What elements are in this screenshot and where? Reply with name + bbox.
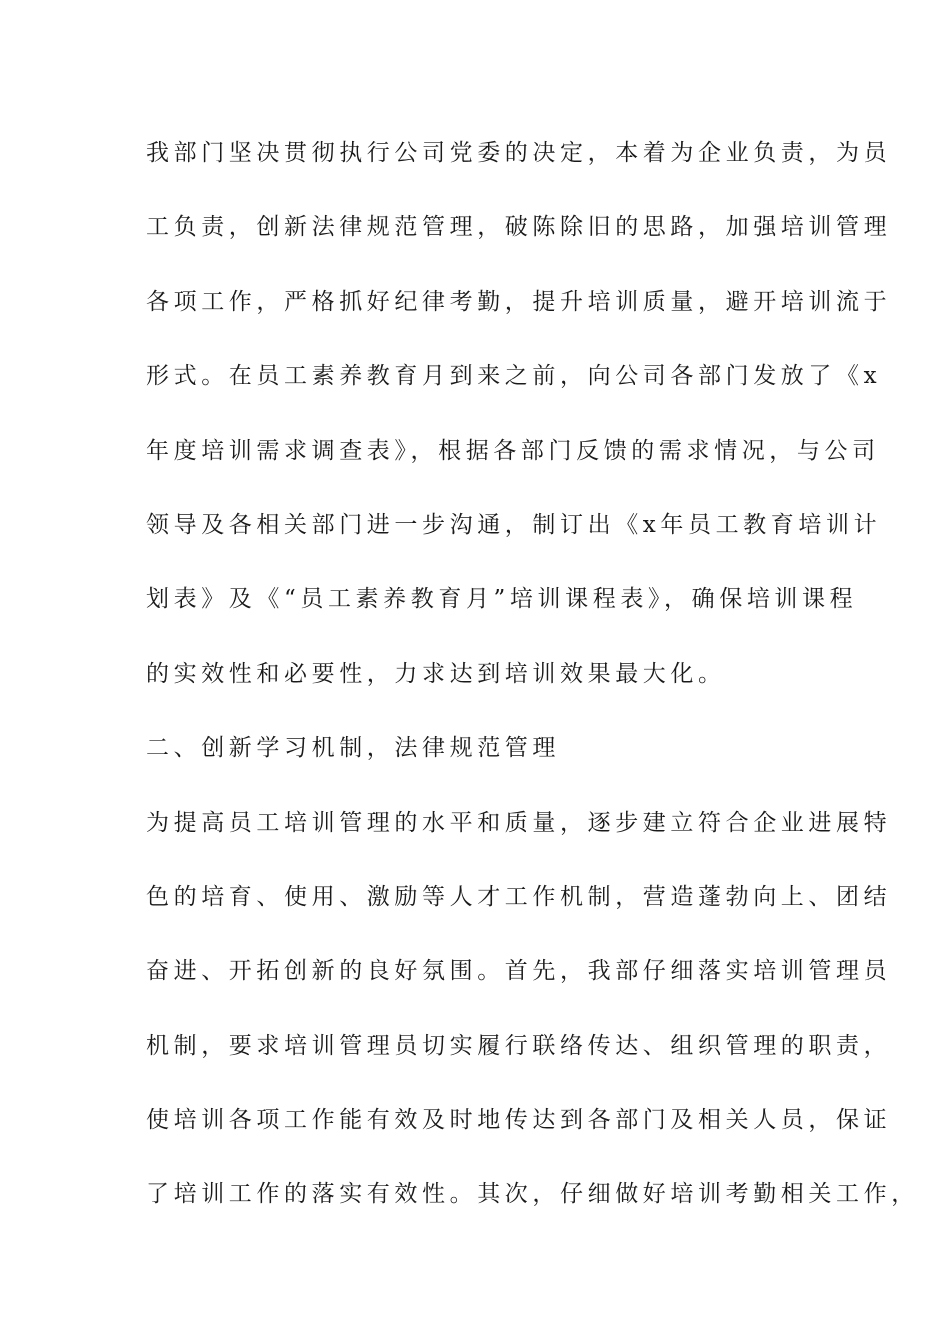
paragraph-line-12: 奋进、开拓创新的良好氛围。首先，我部仔细落实培训管理员 <box>146 958 892 985</box>
paragraph-line-4: 形式。在员工素养教育月到来之前，向公司各部门发放了《x <box>146 363 882 390</box>
paragraph-line-6: 领导及各相关部门进一步沟通，制订出《x年员工教育培训计 <box>146 511 882 538</box>
paragraph-line-13: 机制，要求培训管理员切实履行联络传达、组织管理的职责， <box>146 1032 892 1059</box>
paragraph-line-8: 的实效性和必要性，力求达到培训效果最大化。 <box>146 660 726 687</box>
paragraph-line-2: 工负责，创新法律规范管理，破陈除旧的思路，加强培训管理 <box>146 214 892 241</box>
document-body <box>146 136 919 1252</box>
paragraph-line-15: 了培训工作的落实有效性。其次，仔细做好培训考勤相关工作， <box>146 1181 919 1208</box>
paragraph-line-7: 划表》及《“员工素养教育月”培训课程表》，确保培训课程 <box>146 586 858 613</box>
paragraph-line-3: 各项工作，严格抓好纪律考勤，提升培训质量，避开培训流于 <box>146 288 892 315</box>
section-heading: 二、创新学习机制，法律规范管理 <box>146 735 560 762</box>
paragraph-line-5: 年度培训需求调查表》，根据各部门反馈的需求情况，与公司 <box>146 437 880 464</box>
paragraph-line-11: 色的培育、使用、激励等人才工作机制，营造蓬勃向上、团结 <box>146 883 892 910</box>
paragraph-line-1: 我部门坚决贯彻执行公司党委的决定，本着为企业负责，为员 <box>146 140 892 166</box>
paragraph-line-10: 为提高员工培训管理的水平和质量，逐步建立符合企业进展特 <box>146 809 892 836</box>
paragraph-line-14: 使培训各项工作能有效及时地传达到各部门及相关人员，保证 <box>146 1107 892 1134</box>
